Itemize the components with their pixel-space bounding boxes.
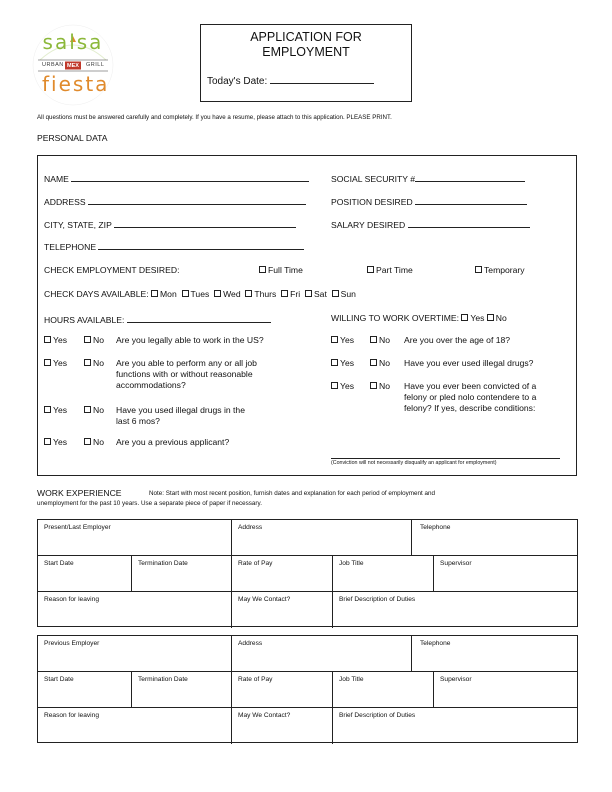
employer-2-telephone-label: Telephone bbox=[420, 640, 451, 647]
employer-1-row-1 bbox=[38, 520, 577, 556]
q-right-2-yes[interactable] bbox=[331, 358, 354, 368]
conviction-note: (Conviction will not necessarily disqualify an applicant for employment) bbox=[331, 460, 497, 466]
day-wed-checkbox[interactable] bbox=[214, 290, 221, 297]
q-left-2-yes[interactable] bbox=[44, 358, 67, 368]
employer-1-telephone-label: Telephone bbox=[420, 524, 451, 531]
employer-2-duties-label: Brief Description of Duties bbox=[339, 712, 416, 719]
employer-2-start-label: Start Date bbox=[44, 676, 74, 683]
title-line-2: EMPLOYMENT bbox=[262, 45, 350, 59]
q-left-2-no-checkbox[interactable] bbox=[84, 359, 91, 366]
overtime-label: WILLING TO WORK OVERTIME: bbox=[331, 313, 459, 323]
hours-available-row bbox=[44, 313, 271, 325]
q-left-4-no[interactable] bbox=[84, 437, 104, 447]
ssn-field[interactable] bbox=[415, 172, 525, 182]
hours-available-field[interactable] bbox=[127, 313, 271, 323]
employer-2-job-label: Job Title bbox=[339, 676, 364, 683]
employer-2-reason-label: Reason for leaving bbox=[44, 712, 99, 719]
days-available-label: CHECK DAYS AVAILABLE: bbox=[44, 289, 149, 299]
hours-available-label: HOURS AVAILABLE: bbox=[44, 315, 125, 325]
logo-top-text: salsa bbox=[42, 30, 104, 54]
employer-1-reason-label: Reason for leaving bbox=[44, 596, 99, 603]
day-thurs-label: Thurs bbox=[254, 289, 277, 299]
conviction-conditions-field[interactable] bbox=[331, 458, 560, 459]
employer-block-1 bbox=[37, 519, 578, 627]
q-right-3-text-1: Have you ever been convicted of a bbox=[404, 381, 537, 391]
title-line-1: APPLICATION FOR bbox=[250, 30, 362, 44]
q-left-2-text-1: Are you able to perform any or all job bbox=[116, 358, 257, 368]
employer-2-contact-label: May We Contact? bbox=[238, 712, 291, 719]
q-left-3-no-checkbox[interactable] bbox=[84, 406, 91, 413]
overtime-yes-checkbox[interactable] bbox=[461, 314, 468, 321]
employer-2-rate-cell[interactable] bbox=[232, 672, 333, 707]
employer-1-job-label: Job Title bbox=[339, 560, 364, 567]
employer-2-telephone-cell[interactable] bbox=[412, 636, 577, 671]
q-left-1-yes[interactable] bbox=[44, 335, 67, 345]
salsa-fiesta-logo bbox=[30, 22, 116, 108]
employer-1-start-cell[interactable] bbox=[38, 556, 132, 591]
telephone-row bbox=[44, 240, 304, 252]
todays-date-label: Today's Date: bbox=[207, 76, 268, 87]
employer-1-address-label: Address bbox=[238, 524, 263, 531]
q-left-4-text: Are you a previous applicant? bbox=[116, 437, 230, 447]
employer-1-supervisor-label: Supervisor bbox=[440, 560, 472, 567]
q-right-1-yes-label: Yes bbox=[340, 335, 355, 345]
employer-1-supervisor-cell[interactable] bbox=[434, 556, 577, 591]
day-tues-option[interactable] bbox=[182, 289, 210, 299]
employer-2-row-3 bbox=[38, 708, 577, 744]
q-right-3-yes-checkbox[interactable] bbox=[331, 382, 338, 389]
q-left-3-yes-label: Yes bbox=[53, 405, 68, 415]
employer-1-rate-label: Rate of Pay bbox=[238, 560, 273, 567]
salary-row bbox=[331, 218, 530, 230]
employer-block-2 bbox=[37, 635, 578, 743]
title-box bbox=[200, 24, 412, 102]
employer-2-row-1 bbox=[38, 636, 577, 672]
salary-label: SALARY DESIRED bbox=[331, 220, 406, 230]
q-right-3-no-checkbox[interactable] bbox=[370, 382, 377, 389]
employer-2-supervisor-label: Supervisor bbox=[440, 676, 472, 683]
day-fri-checkbox[interactable] bbox=[281, 290, 288, 297]
q-right-2-no-checkbox[interactable] bbox=[370, 359, 377, 366]
employer-1-employer-cell[interactable] bbox=[38, 520, 232, 555]
logo-band-right: GRILL bbox=[86, 62, 105, 68]
q-left-3-yes[interactable] bbox=[44, 405, 67, 415]
days-available-row bbox=[44, 289, 356, 299]
employer-2-job-cell[interactable] bbox=[333, 672, 434, 707]
name-field[interactable] bbox=[71, 172, 309, 182]
employer-2-rate-label: Rate of Pay bbox=[238, 676, 273, 683]
work-experience-heading: WORK EXPERIENCE bbox=[37, 488, 122, 498]
employer-2-supervisor-cell[interactable] bbox=[434, 672, 577, 707]
day-tues-label: Tues bbox=[190, 289, 210, 299]
day-mon-option[interactable] bbox=[151, 289, 177, 299]
q-right-1-no[interactable] bbox=[370, 335, 390, 345]
city-label: CITY, STATE, ZIP bbox=[44, 220, 112, 230]
q-left-4-yes-checkbox[interactable] bbox=[44, 438, 51, 445]
address-label: ADDRESS bbox=[44, 197, 86, 207]
overtime-yes-label: Yes bbox=[470, 313, 485, 323]
q-left-1-no[interactable] bbox=[84, 335, 104, 345]
part-time-label: Part Time bbox=[376, 265, 413, 275]
position-row bbox=[331, 195, 527, 207]
q-right-2-no[interactable] bbox=[370, 358, 390, 368]
q-left-2-no[interactable] bbox=[84, 358, 104, 368]
day-mon-label: Mon bbox=[160, 289, 177, 299]
q-left-2-text-2: functions with or without reasonable bbox=[116, 369, 253, 379]
position-field[interactable] bbox=[415, 195, 527, 205]
q-left-3-text-2: last 6 mos? bbox=[116, 416, 160, 426]
employer-1-employer-label: Present/Last Employer bbox=[44, 524, 111, 531]
city-row bbox=[44, 218, 296, 230]
overtime-row bbox=[331, 313, 507, 323]
telephone-field[interactable] bbox=[98, 240, 304, 250]
q-right-1-yes-checkbox[interactable] bbox=[331, 336, 338, 343]
employer-1-row-3 bbox=[38, 592, 577, 628]
name-row bbox=[44, 172, 309, 184]
temporary-label: Temporary bbox=[484, 265, 525, 275]
day-sat-option[interactable] bbox=[305, 289, 327, 299]
temporary-checkbox[interactable] bbox=[475, 266, 482, 273]
employer-1-reason-cell[interactable] bbox=[38, 592, 232, 628]
ssn-label: SOCIAL SECURITY # bbox=[331, 174, 416, 184]
employer-2-contact-cell[interactable] bbox=[232, 708, 333, 744]
employer-2-address-label: Address bbox=[238, 640, 263, 647]
employer-2-employer-cell[interactable] bbox=[38, 636, 232, 671]
q-right-2-yes-checkbox[interactable] bbox=[331, 359, 338, 366]
q-left-4-no-checkbox[interactable] bbox=[84, 438, 91, 445]
employer-1-row-2 bbox=[38, 556, 577, 592]
q-left-4-yes[interactable] bbox=[44, 437, 67, 447]
employer-2-start-cell[interactable] bbox=[38, 672, 132, 707]
q-right-1-no-label: No bbox=[379, 335, 390, 345]
day-mon-checkbox[interactable] bbox=[151, 290, 158, 297]
q-right-3-text-2: felony or pled nolo contendere to a bbox=[404, 392, 537, 402]
todays-date-field[interactable] bbox=[270, 74, 374, 84]
q-left-1-text: Are you legally able to work in the US? bbox=[116, 335, 264, 345]
overtime-yes-option[interactable] bbox=[461, 313, 484, 323]
employer-1-telephone-cell[interactable] bbox=[412, 520, 577, 555]
employment-desired-label: CHECK EMPLOYMENT DESIRED: bbox=[44, 265, 180, 275]
day-thurs-checkbox[interactable] bbox=[245, 290, 252, 297]
todays-date-row bbox=[207, 74, 374, 87]
employer-1-start-label: Start Date bbox=[44, 560, 74, 567]
q-left-2-no-label: No bbox=[93, 358, 104, 368]
overtime-no-label: No bbox=[495, 313, 507, 323]
q-right-1-yes[interactable] bbox=[331, 335, 354, 345]
employer-1-duties-label: Brief Description of Duties bbox=[339, 596, 416, 603]
q-left-3-yes-checkbox[interactable] bbox=[44, 406, 51, 413]
part-time-option[interactable] bbox=[367, 265, 413, 275]
employer-1-contact-cell[interactable] bbox=[232, 592, 333, 628]
day-sat-label: Sat bbox=[313, 289, 327, 299]
q-left-4-yes-label: Yes bbox=[53, 437, 68, 447]
day-sun-checkbox[interactable] bbox=[332, 290, 339, 297]
employer-1-termination-label: Termination Date bbox=[138, 560, 188, 567]
q-right-3-yes-label: Yes bbox=[340, 381, 355, 391]
employer-1-contact-label: May We Contact? bbox=[238, 596, 291, 603]
q-left-3-no[interactable] bbox=[84, 405, 104, 415]
q-right-1-text: Are you over the age of 18? bbox=[404, 335, 511, 345]
day-fri-option[interactable] bbox=[281, 289, 300, 299]
address-row bbox=[44, 195, 306, 207]
day-sun-option[interactable] bbox=[332, 289, 356, 299]
day-sun-label: Sun bbox=[340, 289, 356, 299]
day-wed-label: Wed bbox=[223, 289, 241, 299]
q-right-3-no[interactable] bbox=[370, 381, 390, 391]
employer-1-address-cell[interactable] bbox=[232, 520, 412, 555]
day-wed-option[interactable] bbox=[214, 289, 241, 299]
employer-2-termination-cell[interactable] bbox=[132, 672, 232, 707]
q-left-3-no-label: No bbox=[93, 405, 104, 415]
q-left-3-text-1: Have you used illegal drugs in the bbox=[116, 405, 245, 415]
q-left-1-no-checkbox[interactable] bbox=[84, 336, 91, 343]
day-sat-checkbox[interactable] bbox=[305, 290, 312, 297]
q-left-1-yes-checkbox[interactable] bbox=[44, 336, 51, 343]
q-left-2-yes-label: Yes bbox=[53, 358, 68, 368]
employer-2-reason-cell[interactable] bbox=[38, 708, 232, 744]
employer-1-rate-cell[interactable] bbox=[232, 556, 333, 591]
full-time-checkbox[interactable] bbox=[259, 266, 266, 273]
employer-2-row-2 bbox=[38, 672, 577, 708]
temporary-option[interactable] bbox=[475, 265, 525, 275]
overtime-no-checkbox[interactable] bbox=[487, 314, 494, 321]
full-time-option[interactable] bbox=[259, 265, 303, 275]
q-right-3-yes[interactable] bbox=[331, 381, 354, 391]
logo-bottom-text: fiesta bbox=[42, 72, 110, 96]
employer-2-address-cell[interactable] bbox=[232, 636, 412, 671]
q-left-1-no-label: No bbox=[93, 335, 104, 345]
instructions: All questions must be answered carefully and completely. If you have a resume, please attach to this application. PLEASE PRINT. bbox=[37, 114, 392, 121]
day-thurs-option[interactable] bbox=[245, 289, 276, 299]
logo-band-mid: MEX bbox=[67, 62, 79, 69]
telephone-label: TELEPHONE bbox=[44, 242, 97, 252]
day-fri-label: Fri bbox=[290, 289, 301, 299]
q-right-2-no-label: No bbox=[379, 358, 390, 368]
q-right-3-text-3: felony? If yes, describe conditions: bbox=[404, 403, 536, 413]
employer-1-termination-cell[interactable] bbox=[132, 556, 232, 591]
overtime-no-option[interactable] bbox=[487, 313, 507, 323]
q-right-2-text: Have you ever used illegal drugs? bbox=[404, 358, 534, 368]
full-time-label: Full Time bbox=[268, 265, 303, 275]
q-left-2-text-3: accommodations? bbox=[116, 380, 186, 390]
part-time-checkbox[interactable] bbox=[367, 266, 374, 273]
q-right-3-no-label: No bbox=[379, 381, 390, 391]
q-left-1-yes-label: Yes bbox=[53, 335, 68, 345]
q-right-1-no-checkbox[interactable] bbox=[370, 336, 377, 343]
q-right-2-yes-label: Yes bbox=[340, 358, 355, 368]
work-note-line-2: unemployment for the past 10 years. Use a separate piece of paper if necessary. bbox=[37, 500, 262, 507]
position-label: POSITION DESIRED bbox=[331, 197, 413, 207]
q-left-4-no-label: No bbox=[93, 437, 104, 447]
employer-2-duties-cell[interactable] bbox=[333, 708, 577, 744]
employer-2-termination-label: Termination Date bbox=[138, 676, 188, 683]
name-label: NAME bbox=[44, 174, 69, 184]
logo-band-left: URBAN bbox=[42, 62, 64, 68]
q-left-2-yes-checkbox[interactable] bbox=[44, 359, 51, 366]
employer-1-duties-cell[interactable] bbox=[333, 592, 577, 628]
employer-2-employer-label: Previous Employer bbox=[44, 640, 100, 647]
work-note-line-1: Note: Start with most recent position, furnish dates and explanation for each period of employment and bbox=[149, 490, 435, 497]
salary-field[interactable] bbox=[408, 218, 530, 228]
ssn-row bbox=[331, 172, 525, 184]
employer-1-job-cell[interactable] bbox=[333, 556, 434, 591]
city-field[interactable] bbox=[114, 218, 296, 228]
personal-data-heading: PERSONAL DATA bbox=[37, 133, 108, 143]
day-tues-checkbox[interactable] bbox=[182, 290, 189, 297]
address-field[interactable] bbox=[88, 195, 306, 205]
